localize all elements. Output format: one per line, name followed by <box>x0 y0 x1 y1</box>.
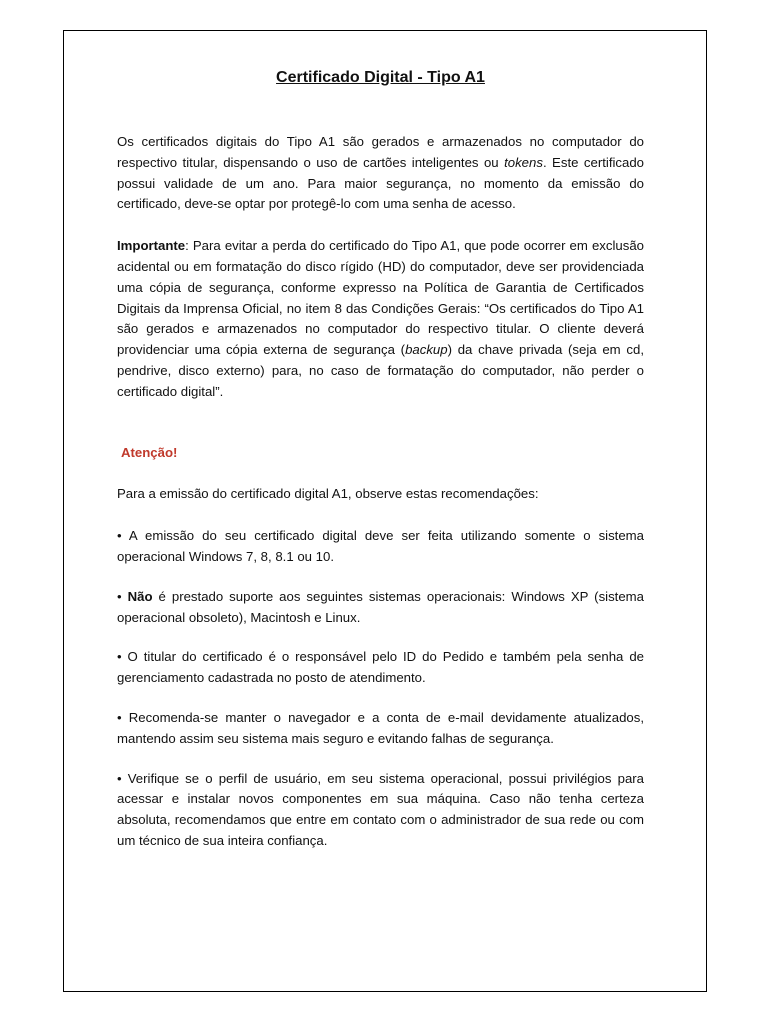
importante-label: Importante <box>117 238 186 254</box>
intro-text-b: . Este certificado possui validade de um ano. Para maior segurança, no momento da emissão do certificado, deve-se optar por protegê-lo com uma senha de acesso. <box>117 154 645 212</box>
document-page <box>63 30 707 992</box>
intro-paragraph <box>117 132 644 215</box>
attention-heading: Atenção! <box>121 444 178 460</box>
list-item: • Verifique se o perfil de usuário, em seu sistema operacional, possui privilégios para acessar e instalar novos componentes em sua máquina. Caso não tenha certeza absoluta, recomendamos que entre em contato com o administrador de sua rede ou com um técnico de sua inteira confiança. <box>117 770 644 848</box>
importante-backup-term: backup <box>405 342 448 358</box>
intro-tokens-term: tokens <box>504 154 543 170</box>
document-content <box>117 67 644 852</box>
list-item: • O titular do certificado é o responsável pelo ID do Pedido e também pela senha de gerenciamento cadastrada no posto de atendimento. <box>117 649 644 686</box>
bullet-bold-nao: Não <box>127 588 153 604</box>
importante-text-b: ) da chave privada (seja em cd, pendrive, disco externo) para, no caso de formatação do computador, não perder o certificado digital”. <box>117 342 644 399</box>
recommendations-intro: Para a emissão do certificado digital A1, observe estas recomendações: <box>117 486 539 502</box>
list-item: • A emissão do seu certificado digital deve ser feita utilizando somente o sistema operacional Windows 7, 8, 8.1 ou 10. <box>117 528 644 564</box>
list-item: • Recomenda-se manter o navegador e a conta de e-mail devidamente atualizados, mantendo assim seu sistema mais seguro e evitando falhas de segurança. <box>117 709 644 746</box>
importante-text-a: : Para evitar a perda do certificado do Tipo A1, que pode ocorrer em exclusão acidental ou em formatação do disco rígido (HD) do computador, deve ser providenciada uma cópia de segurança, conforme expresso na Política de Garantia de Certificados Digitais da Imprensa Oficial, no item 8 das Condições Gerais: “Os certificados do Tipo A1 são gerados e armazenados no computador do respectivo titular. O cliente deverá providenciar uma cópia externa de segurança ( <box>117 238 644 358</box>
importante-paragraph <box>117 236 644 402</box>
bullet-prefix: • <box>117 588 128 604</box>
intro-text-a: Os certificados digitais do Tipo A1 são gerados e armazenados no computador do respectivo titular, dispensando o uso de cartões inteligentes ou <box>117 134 644 170</box>
list-item <box>117 587 644 629</box>
bullet-text: é prestado suporte aos seguintes sistemas operacionais: Windows XP (sistema operacional obsoleto), Macintosh e Linux. <box>117 588 644 625</box>
document-title: Certificado Digital - Tipo A1 <box>276 69 485 86</box>
recommendations-list <box>117 526 644 852</box>
